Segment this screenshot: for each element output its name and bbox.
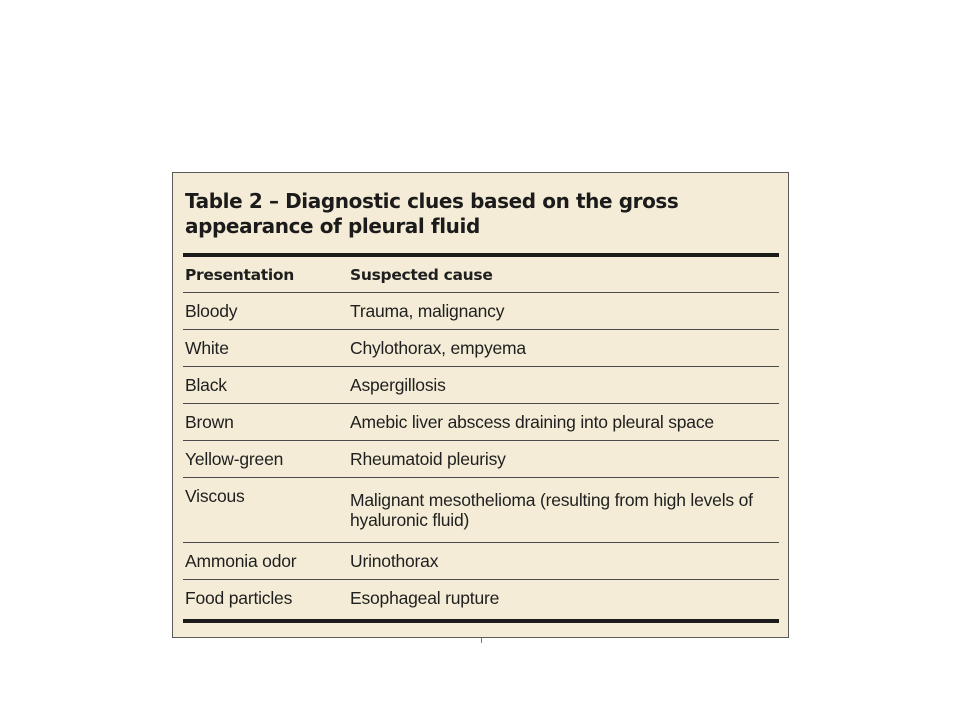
column-header-suspected-cause: Suspected cause (348, 257, 779, 293)
presentation-cell: White (183, 330, 348, 367)
table-title: Table 2 – Diagnostic clues based on the gross appearance of pleural fluid (185, 189, 679, 238)
presentation-cell: Ammonia odor (183, 543, 348, 580)
table-bottom-rule (183, 619, 779, 623)
cause-cell: Aspergillosis (348, 367, 779, 404)
cause-cell: Trauma, malignancy (348, 293, 779, 330)
table-row (183, 580, 779, 617)
presentation-cell: Brown (183, 404, 348, 441)
cause-cell: Urinothorax (348, 543, 779, 580)
diagnostic-clues-table (183, 257, 779, 616)
cause-cell: Esophageal rupture (350, 587, 500, 608)
table-row (183, 441, 779, 478)
table-row (183, 330, 779, 367)
cause-cell: Amebic liver abscess draining into pleural space (348, 404, 779, 441)
table-row (183, 367, 779, 404)
cause-cell: Rheumatoid pleurisy (348, 441, 779, 478)
table-row (183, 543, 779, 580)
table-row (183, 293, 779, 330)
presentation-cell: Food particles (185, 587, 293, 608)
table-row (183, 404, 779, 441)
presentation-cell: Bloody (183, 293, 348, 330)
table-header-row (183, 257, 779, 293)
divider-tick (481, 638, 482, 643)
column-header-presentation: Presentation (183, 257, 348, 293)
presentation-cell: Viscous (183, 478, 348, 543)
table-figure (172, 172, 789, 638)
table-row (183, 478, 779, 543)
presentation-cell: Yellow-green (183, 441, 348, 478)
cause-cell: Malignant mesothelioma (resulting from high levels of hyaluronic fluid) (348, 478, 779, 543)
presentation-cell: Black (183, 367, 348, 404)
cause-cell: Chylothorax, empyema (348, 330, 779, 367)
